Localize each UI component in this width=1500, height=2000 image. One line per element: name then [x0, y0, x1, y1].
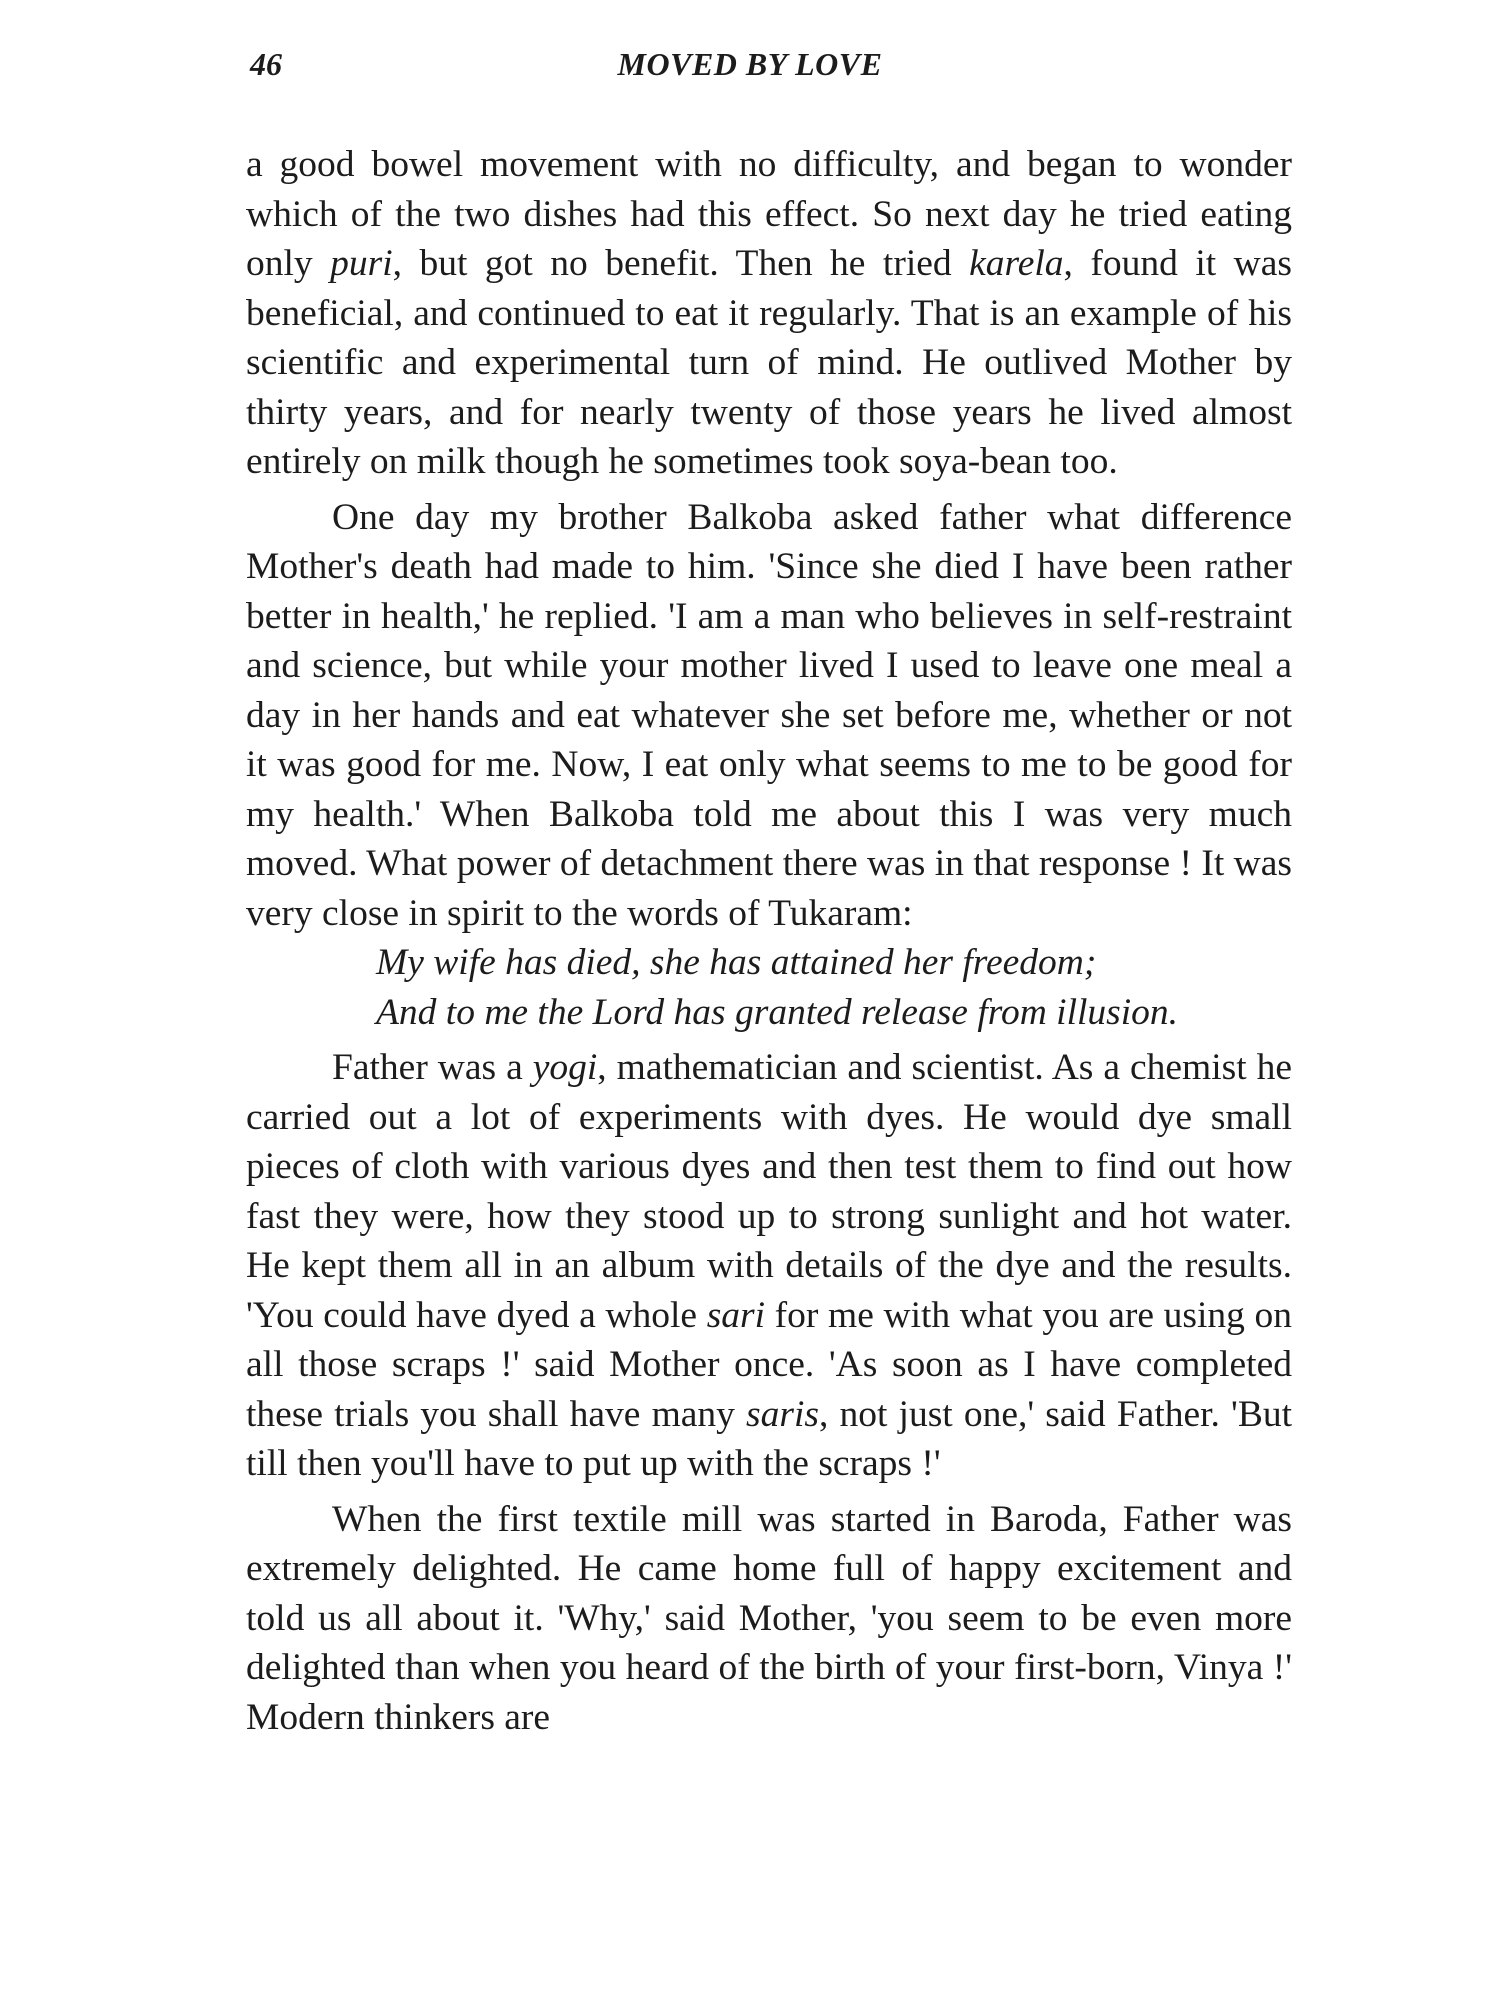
paragraph-3-text: , not just one,' said Father. 'But till then you'll have to put up with the scraps !' — [246, 1393, 1292, 1484]
term-sari: sari — [706, 1294, 766, 1336]
paragraph-1-text: , found it was beneficial, and continued to eat it regularly. That is an example of his scientific and experimental turn of mind. He outlived Mother by thirty years, and for nearly twenty of those years he lived almost entirely on milk though he sometimes took soya-bean too. — [246, 243, 1292, 482]
verse-quotation — [246, 938, 1292, 1037]
book-title: MOVED BY LOVE — [617, 46, 883, 82]
term-yogi: yogi — [532, 1047, 598, 1088]
paragraph-3 — [246, 1043, 1292, 1489]
term-puri: puri — [330, 243, 393, 284]
verse-line-2: And to me the Lord has granted release from illusion. — [376, 991, 1179, 1033]
paragraph-1 — [246, 140, 1292, 487]
paragraph-4: When the first textile mill was started in Baroda, Father was extremely delighted. He came home full of happy excitement and told us all about it. 'Why,' said Mother, 'you seem to be even more delighted than when you heard of the birth of your first-born, Vinya !' Modern thinkers are — [246, 1498, 1292, 1738]
page-number: 46 — [250, 46, 282, 82]
paragraph-3-text: , mathematician and scientist. As a chemist he carried out a lot of experiments with dyes. He would dye small pieces of cloth with various dyes and then test them to find out how fast they were, how they stood up to strong sunlight and hot water. He kept them all in an album with details of the dye and the results. 'You could have dyed a whole — [246, 1047, 1292, 1336]
paragraph-2: One day my brother Balkoba asked father what difference Mother's death had made to him. 'Since she died I have been rather better in health,' he replied. 'I am a man who believes in self-restraint and science, but while your mother lived I used to leave one meal a day in her hands and eat whatever she set before me, whether or not it was good for me. Now, I eat only what seems to me to be good for my health.' When Balkoba told me about this I was very much moved. What power of detachment there was in that response ! It was very close in spirit to the words of Tukaram: — [246, 496, 1292, 934]
body-text — [246, 140, 1292, 1742]
verse-line-1: My wife has died, she has attained her freedom; — [376, 942, 1097, 983]
running-head — [0, 46, 1500, 90]
paragraph-1-text: , but got no benefit. Then he tried — [392, 243, 970, 284]
paragraph-3-text: Father was a — [332, 1047, 533, 1088]
term-karela: karela — [969, 243, 1064, 284]
paragraph-1-text: a good bowel movement with no difficulty, and began to wonder which of the two dishes had this effect. So next day he tried eating only — [246, 144, 1292, 284]
term-saris: saris — [746, 1393, 819, 1435]
paragraph-3-text: for me with what you are using on all those scraps !' said Mother once. 'As soon as I have completed these trials you shall have many — [246, 1294, 1293, 1435]
